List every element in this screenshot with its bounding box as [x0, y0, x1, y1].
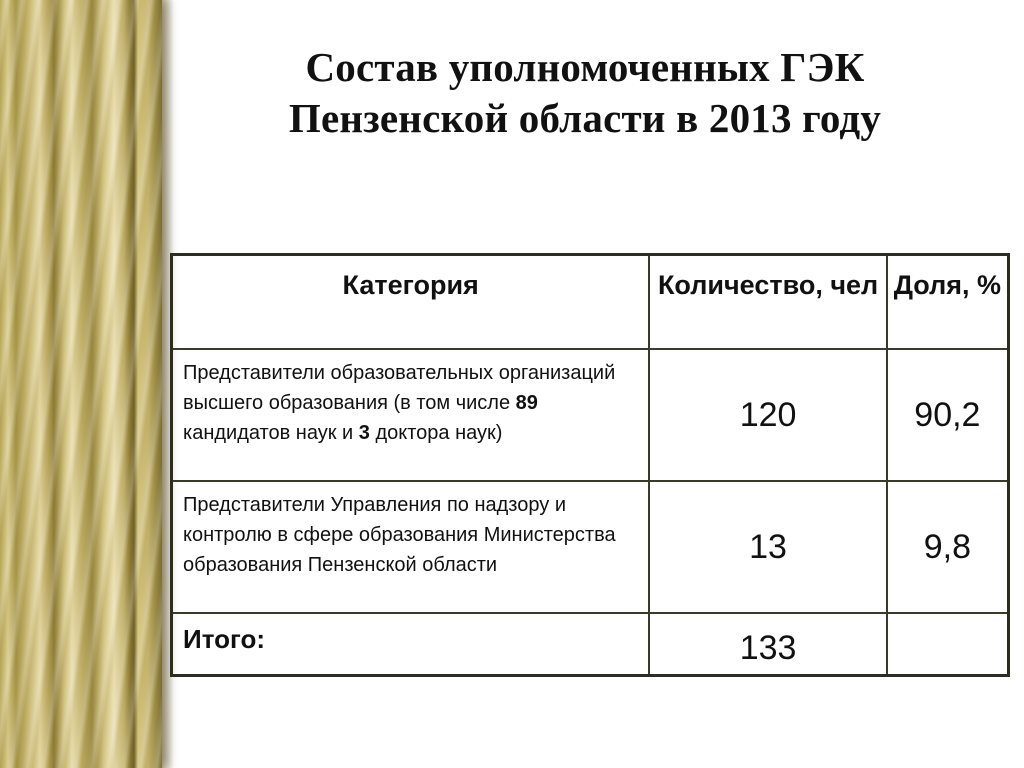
header-share: Доля, % [887, 255, 1009, 349]
decorative-gold-side-border [0, 0, 162, 768]
row-1-category-part-1: Представители образовательных организаций высшего образования (в том числе [183, 361, 616, 414]
header-category: Категория [172, 255, 650, 349]
row-2-share: 9,8 [887, 481, 1009, 613]
row-1-category [172, 349, 650, 481]
slide-title-line-1: Состав уполномоченных ГЭК [305, 44, 865, 90]
table-row [172, 481, 1009, 613]
total-share-empty-cell [887, 613, 1009, 676]
row-1-count: 120 [649, 349, 886, 481]
composition-table [170, 253, 1010, 677]
row-1-doctors-count: 3 [358, 421, 370, 444]
slide-title [210, 42, 960, 144]
total-label: Итого: [172, 613, 650, 676]
row-1-category-part-3: доктора наук) [369, 421, 503, 444]
total-count: 133 [649, 613, 886, 676]
slide-title-line-2: Пензенской области в 2013 году [288, 95, 882, 141]
table-header-row [172, 255, 1009, 349]
row-1-share: 90,2 [887, 349, 1009, 481]
table-row [172, 349, 1009, 481]
row-1-category-part-2: кандидатов наук и [183, 421, 359, 444]
table-total-row [172, 613, 1009, 676]
row-2-count: 13 [649, 481, 886, 613]
composition-table-container [170, 253, 1010, 674]
header-count: Количество, чел [649, 255, 886, 349]
row-1-candidates-count: 89 [515, 391, 538, 414]
row-2-category: Представители Управления по надзору и контролю в сфере образования Министерства образования Пензенской области [172, 481, 650, 613]
